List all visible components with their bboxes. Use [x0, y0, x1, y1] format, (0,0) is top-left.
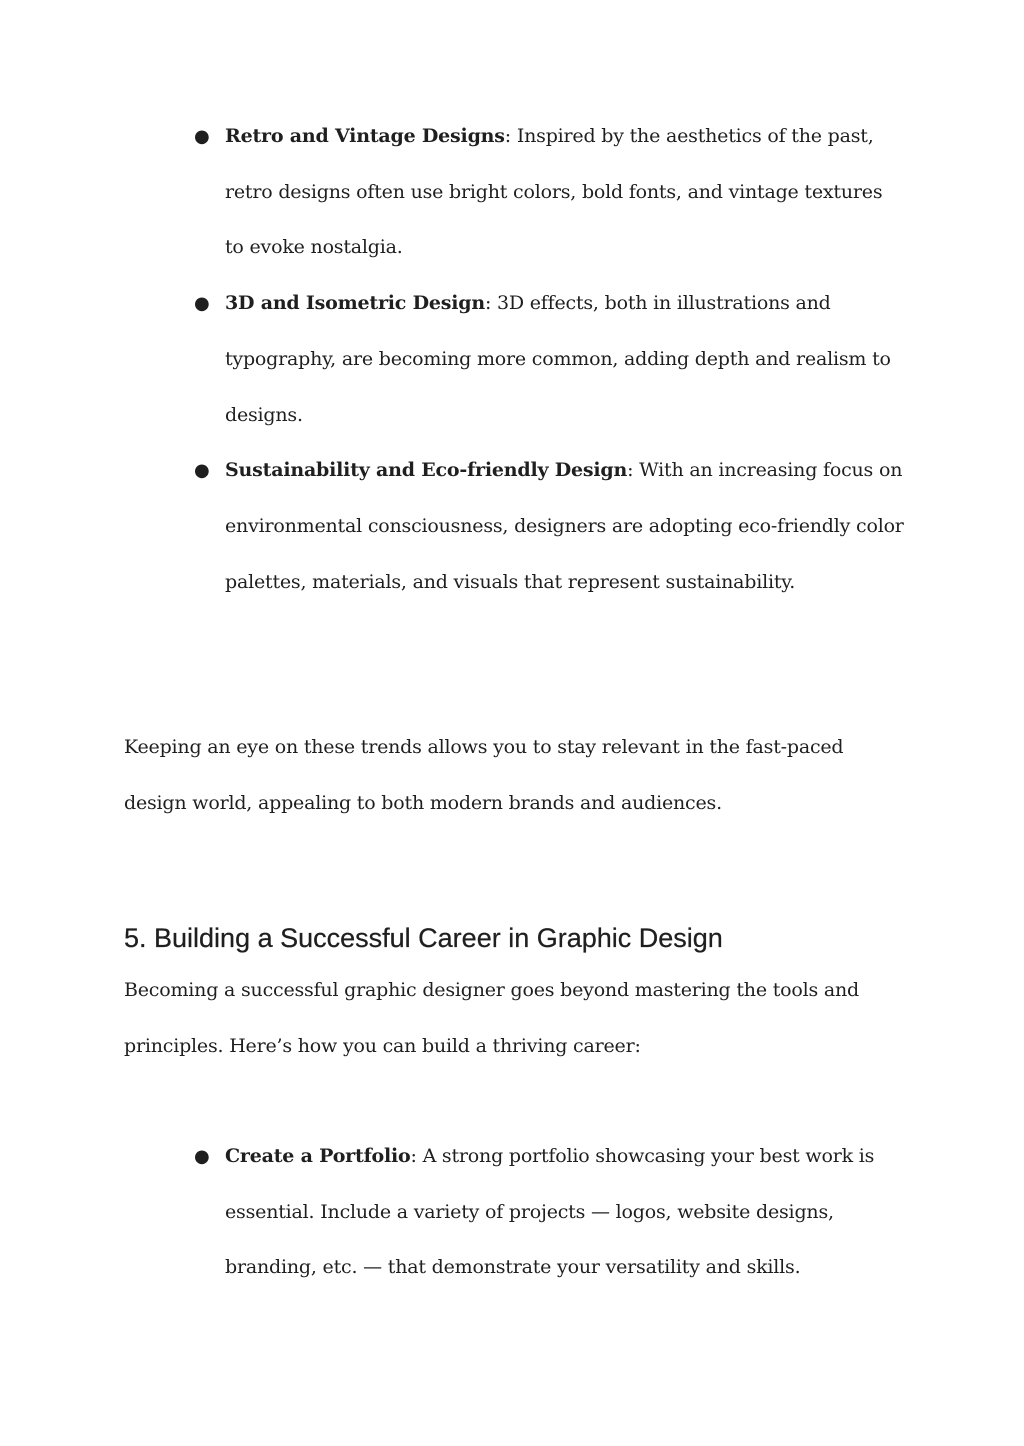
- list-item-description: : A strong portfolio showcasing your best work is essential. Include a variety of projects — logos, website designs, branding, etc. — that demonstrate your versatility and skills.: [225, 1145, 875, 1279]
- list-item-term: Create a Portfolio: [225, 1145, 411, 1167]
- list-item-text: [225, 276, 905, 443]
- bullet-icon: ●: [194, 293, 210, 315]
- bullet-icon: ●: [194, 126, 210, 147]
- list-item-description: : 3D effects, both in illustrations and typography, are becoming more common, adding depth and realism to designs.: [225, 292, 891, 426]
- list-item: [0, 443, 1024, 610]
- list-item-term: 3D and Isometric Design: [225, 292, 485, 315]
- section-heading: 5. Building a Successful Career in Graphic Design: [124, 923, 723, 953]
- bullet-icon: ●: [194, 1146, 210, 1167]
- list-item: [0, 109, 1024, 276]
- trends-conclusion-paragraph: Keeping an eye on these trends allows you to stay relevant in the fast-paced design world, appealing to both modern brands and audiences.: [124, 736, 844, 814]
- list-item: [0, 1129, 1024, 1296]
- bullet-icon: ●: [194, 460, 210, 482]
- section-intro-paragraph: Becoming a successful graphic designer goes beyond mastering the tools and principles. Here’s how you can build a thriving career:: [124, 979, 860, 1057]
- list-item-text: [225, 443, 905, 610]
- list-item: [0, 276, 1024, 443]
- list-item-description: : Inspired by the aesthetics of the past, retro designs often use bright colors, bold fonts, and vintage textures to evoke nostalgia.: [225, 125, 883, 259]
- list-item-term: Retro and Vintage Designs: [225, 125, 505, 147]
- career-list: [0, 1129, 1024, 1296]
- trend-list: [0, 109, 1024, 610]
- list-item-description: : With an increasing focus on environmental consciousness, designers are adopting eco-friendly color palettes, materials, and visuals that represent sustainability.: [225, 459, 904, 593]
- list-item-text: [225, 109, 905, 276]
- list-item-term: Sustainability and Eco-friendly Design: [225, 459, 628, 482]
- list-item-text: [225, 1129, 905, 1296]
